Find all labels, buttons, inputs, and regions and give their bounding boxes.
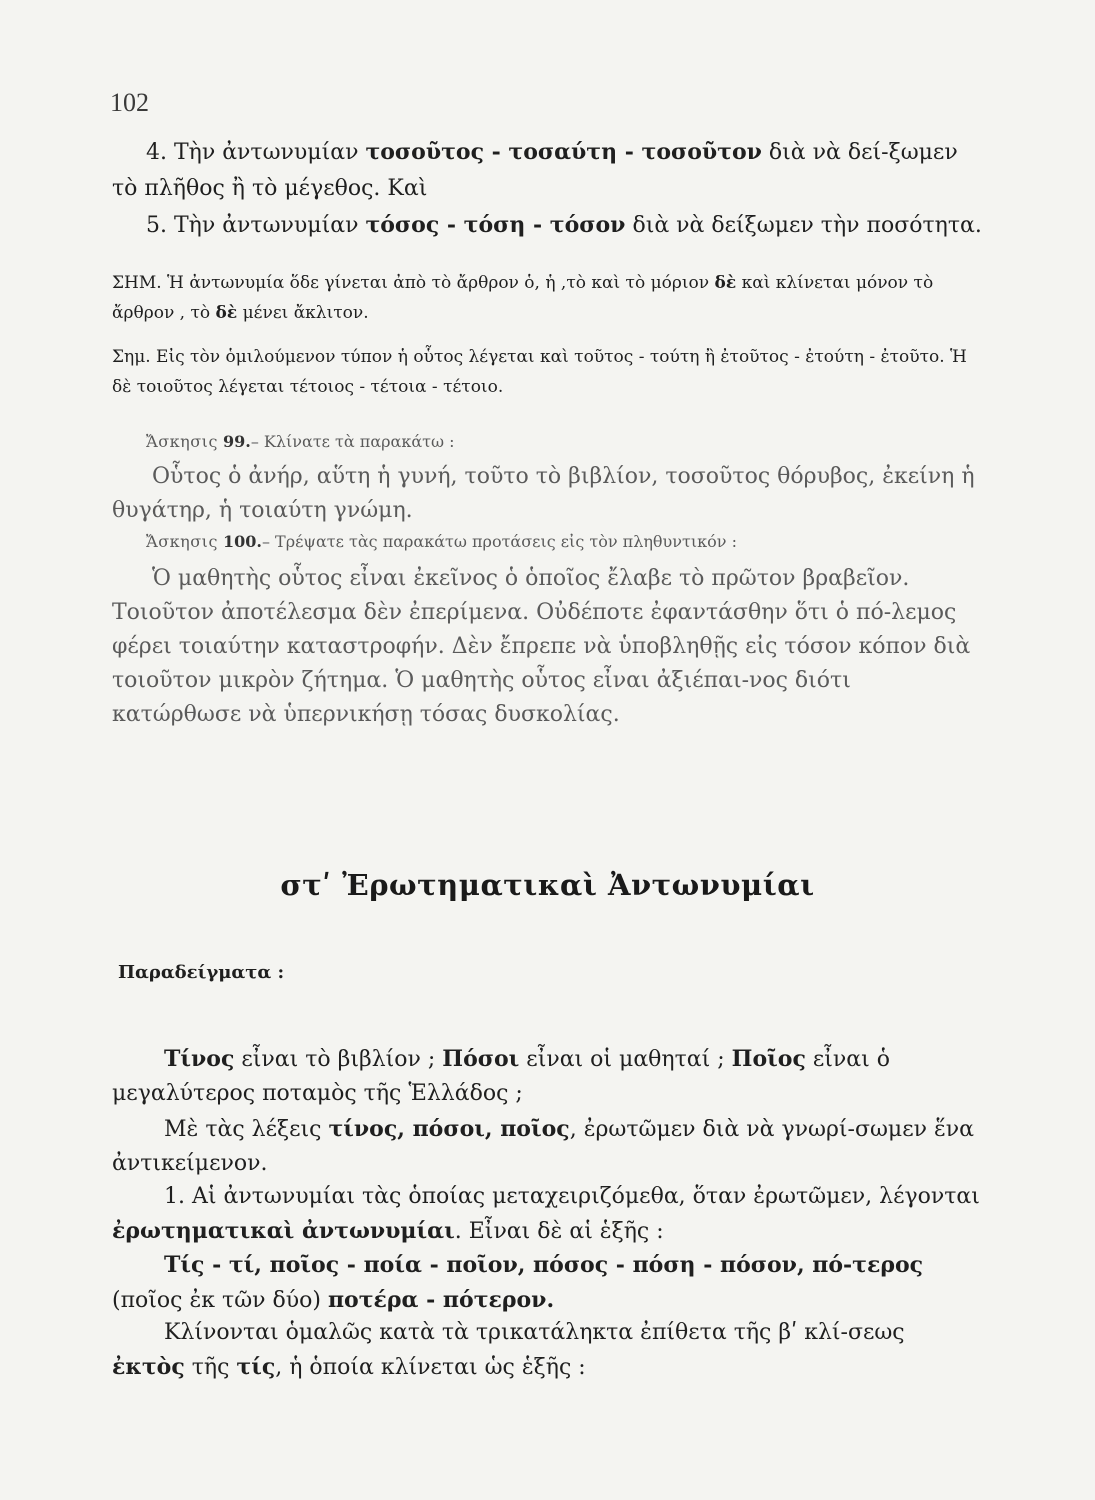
exercise-99-text: Οὗτος ὁ ἀνήρ, αὕτη ἡ γυνή, τοῦτο τὸ βιβλίον, τοσοῦτος θόρυβος, ἐκείνη ἡ θυγάτηρ, ἡ τοιαύτη γνώμη. xyxy=(112,464,975,523)
question-word-tinos: Τίνος xyxy=(164,1046,235,1072)
declension-tis: τίς xyxy=(236,1354,276,1380)
exercise-99-label: Ἄσκησις xyxy=(146,432,218,451)
note-1-text-3: μένει ἄκλιτον. xyxy=(237,303,369,323)
words-rest: , ἐρωτῶμεν διὰ νὰ γνωρί-σωμεν ἕνα ἀντικείμενον. xyxy=(112,1117,974,1176)
words-text: Μὲ τὰς λέξεις xyxy=(164,1117,329,1142)
definition-paragraph xyxy=(112,1180,984,1249)
item-5-pronoun: τόσος - τόση - τόσον xyxy=(365,212,626,238)
note-2-text: Σημ. Εἰς τὸν ὁμιλούμενον τύπον ἡ οὗτος λέγεται καὶ τοῦτος - τούτη ἢ ἐτοῦτος - ἐτούτη - ἐτοῦτο. Ἡ δὲ τοιοῦτος λέγεται τέτοιος - τέτοια - τέτοιο. xyxy=(112,347,967,397)
item-5-text: 5. Τὴν ἀντωνυμίαν xyxy=(146,213,366,238)
words-paragraph xyxy=(112,1112,984,1181)
note-1-bold-de: δὲ xyxy=(714,273,737,293)
declension-paragraph xyxy=(112,1316,984,1385)
item-5-rest: διὰ νὰ δείξωμεν τὴν ποσότητα. xyxy=(625,213,982,238)
item-4 xyxy=(112,134,984,207)
pronoun-list xyxy=(112,1248,984,1318)
exercise-100-instruction: – Τρέψατε τὰς παρακάτω προτάσεις εἰς τὸν πληθυντικόν : xyxy=(261,532,737,551)
pronoun-list-forms: Τίς - τί, ποῖος - ποία - ποῖον, πόσος - πόση - πόσον, πό-τερος xyxy=(164,1252,924,1278)
declension-rest: , ἡ ὁποία κλίνεται ὡς ἑξῆς : xyxy=(275,1355,586,1380)
exercise-100-label: Ἄσκησις xyxy=(146,532,218,551)
definition-term: ἐρωτηματικαὶ ἀντωνυμίαι xyxy=(112,1218,455,1244)
item-5 xyxy=(112,207,984,244)
exercise-99-heading xyxy=(112,428,984,456)
section-heading: στʹ Ἐρωτηματικαὶ Ἀντωνυμίαι xyxy=(280,868,815,902)
item-4-pronoun: τοσοῦτος - τοσαύτη - τοσοῦτον xyxy=(365,139,762,165)
declension-text: Κλίνονται ὁμαλῶς κατὰ τὰ τρικατάληκτα ἐπίθετα τῆς βʹ κλί-σεως xyxy=(164,1320,905,1345)
words-bold: τίνος, πόσοι, ποῖος xyxy=(328,1116,570,1142)
note-1-text: ΣΗΜ. Ἡ ἀντωνυμία ὅδε γίνεται ἀπὸ τὸ ἄρθρον ὁ, ἡ ,τὸ καὶ τὸ μόριον xyxy=(112,273,715,293)
exercise-100 xyxy=(112,528,984,732)
note-1-text-2: καὶ κλίνεται μόνον τὸ ἄρθρον , τὸ xyxy=(112,273,934,323)
exercise-99 xyxy=(112,428,984,528)
page-number: 102 xyxy=(110,88,149,117)
question-word-posoi: Πόσοι xyxy=(442,1046,520,1072)
exercise-100-text: Ὁ μαθητὴς οὗτος εἶναι ἐκεῖνος ὁ ὁποῖος ἔλαβε τὸ πρῶτον βραβεῖον. Τοιοῦτον ἀποτέλεσμα δὲν ἐπερίμενα. Οὐδέποτε ἐφαντάσθην ὅτι ὁ πό-λεμος φέρει τοιαύτην καταστροφήν. Δὲν ἔπρεπε νὰ ὑποβληθῇς εἰς τόσον κόπον διὰ τοιοῦτον μικρὸν ζήτημα. Ὁ μαθητὴς οὗτος εἶναι ἀξιέπαι-νος διότι κατώρθωσε νὰ ὑπερνικήσῃ τόσας δυσκολίας. xyxy=(112,566,971,727)
item-4-rest: διὰ νὰ δεί-ξωμεν τὸ πλῆθος ἢ τὸ μέγεθος. Καὶ xyxy=(112,140,958,201)
definition-text: 1. Αἱ ἀντωνυμίαι τὰς ὁποίας μεταχειριζόμεθα, ὅταν ἐρωτῶμεν, λέγονται xyxy=(164,1184,980,1209)
examples-label: Παραδείγματα : xyxy=(118,962,285,983)
question-text-2: εἶναι οἱ μαθηταί ; xyxy=(519,1047,732,1072)
note-1 xyxy=(112,268,984,328)
pronoun-list-note: (ποῖος ἐκ τῶν δύο) xyxy=(112,1288,328,1313)
exercise-99-number: 99. xyxy=(223,432,251,451)
exercise-99-instruction: – Κλίνατε τὰ παρακάτω : xyxy=(250,432,455,451)
question-text-1: εἶναι τὸ βιβλίον ; xyxy=(234,1047,443,1072)
definition-rest: . Εἶναι δὲ αἱ ἑξῆς : xyxy=(454,1219,664,1244)
declension-text-2: τῆς xyxy=(184,1355,237,1380)
item-4-text: 4. Τὴν ἀντωνυμίαν xyxy=(146,140,366,165)
pronoun-list-forms-2: ποτέρα - πότερον. xyxy=(327,1287,555,1313)
question-text-3: εἶναι ὁ μεγαλύτερος ποταμὸς τῆς Ἑλλάδος ; xyxy=(112,1047,890,1106)
declension-ektos: ἐκτὸς xyxy=(112,1354,185,1380)
exercise-100-number: 100. xyxy=(223,532,262,551)
note-1-bold-de-2: δὲ xyxy=(215,303,238,323)
questions-example xyxy=(112,1042,984,1111)
question-word-poios: Ποῖος xyxy=(731,1046,806,1072)
exercise-100-heading xyxy=(112,528,984,556)
pronoun-items xyxy=(112,134,984,244)
note-2 xyxy=(112,342,984,402)
